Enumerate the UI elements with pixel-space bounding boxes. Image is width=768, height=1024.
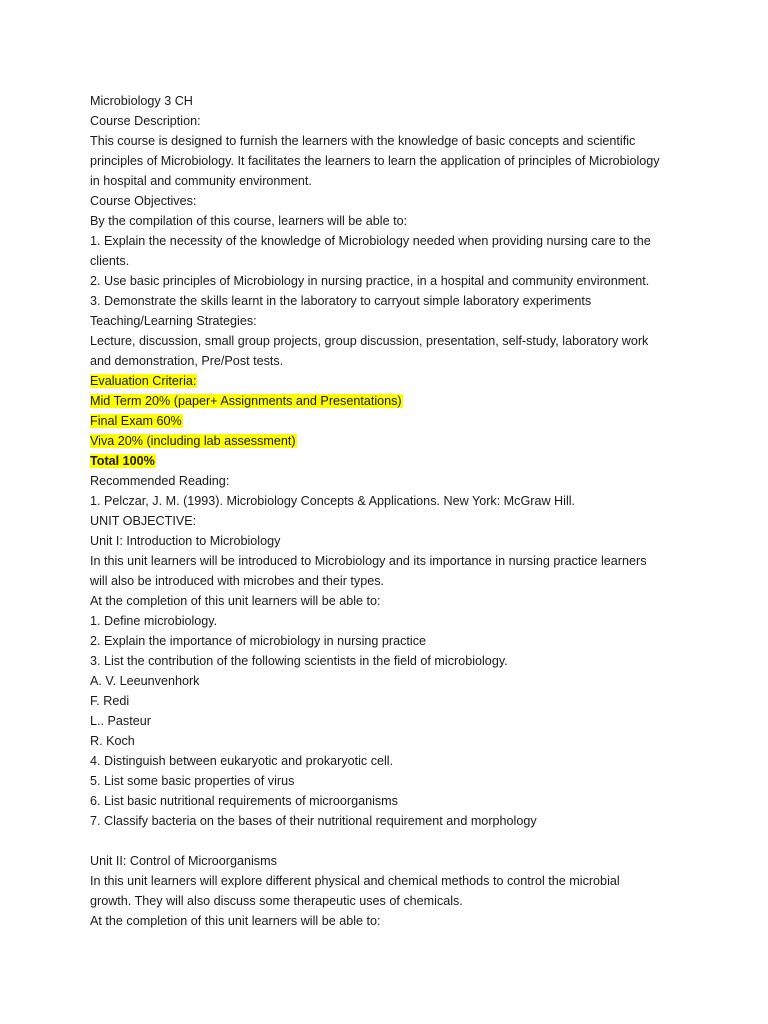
line-text: 2. Use basic principles of Microbiology in nursing practice, in a hospital and community environment. bbox=[90, 274, 650, 288]
line-text: Course Objectives: bbox=[90, 194, 197, 208]
document-line bbox=[90, 431, 690, 451]
line-text: This course is designed to furnish the learners with the knowledge of basic concepts and scientific bbox=[90, 134, 636, 148]
document-line bbox=[90, 571, 690, 591]
document-line bbox=[90, 331, 690, 351]
document-line bbox=[90, 711, 690, 731]
document-line bbox=[90, 351, 690, 371]
line-text: In this unit learners will be introduced to Microbiology and its importance in nursing practice learners bbox=[90, 554, 647, 568]
line-text: will also be introduced with microbes and their types. bbox=[90, 574, 384, 588]
highlighted-text: Evaluation Criteria: bbox=[90, 374, 197, 388]
document-line bbox=[90, 151, 690, 171]
document-line bbox=[90, 131, 690, 151]
line-text: Recommended Reading: bbox=[90, 474, 230, 488]
document-line bbox=[90, 91, 690, 111]
line-text: A. V. Leeunvenhork bbox=[90, 674, 200, 688]
document-line bbox=[90, 531, 690, 551]
line-text: Course Description: bbox=[90, 114, 201, 128]
line-text: Microbiology 3 CH bbox=[90, 94, 193, 108]
document-line bbox=[90, 471, 690, 491]
document-line bbox=[90, 631, 690, 651]
line-text: UNIT OBJECTIVE: bbox=[90, 514, 197, 528]
line-text: 5. List some basic properties of virus bbox=[90, 774, 295, 788]
document-line bbox=[90, 111, 690, 131]
line-text: 3. List the contribution of the following scientists in the field of microbiology. bbox=[90, 654, 508, 668]
line-text: 2. Explain the importance of microbiology in nursing practice bbox=[90, 634, 427, 648]
highlighted-text: Final Exam 60% bbox=[90, 414, 182, 428]
document-line bbox=[90, 611, 690, 631]
line-text: and demonstration, Pre/Post tests. bbox=[90, 354, 284, 368]
document-line bbox=[90, 671, 690, 691]
document-line bbox=[90, 171, 690, 191]
document-line bbox=[90, 871, 690, 891]
line-text: Lecture, discussion, small group projects, group discussion, presentation, self-study, laboratory work bbox=[90, 334, 649, 348]
document-line bbox=[90, 891, 690, 911]
line-text: 1. Pelczar, J. M. (1993). Microbiology Concepts & Applications. New York: McGraw Hill. bbox=[90, 494, 576, 508]
document-line bbox=[90, 391, 690, 411]
document-line bbox=[90, 371, 690, 391]
line-text: 7. Classify bacteria on the bases of their nutritional requirement and morphology bbox=[90, 814, 537, 828]
highlighted-text: Mid Term 20% (paper+ Assignments and Presentations) bbox=[90, 394, 402, 408]
document-line bbox=[90, 311, 690, 331]
line-text: R. Koch bbox=[90, 734, 135, 748]
line-text: 4. Distinguish between eukaryotic and prokaryotic cell. bbox=[90, 754, 394, 768]
document-line bbox=[90, 771, 690, 791]
line-text: At the completion of this unit learners will be able to: bbox=[90, 914, 381, 928]
document-line bbox=[90, 791, 690, 811]
document-line bbox=[90, 451, 690, 471]
line-text: 3. Demonstrate the skills learnt in the laboratory to carryout simple laboratory experiments bbox=[90, 294, 592, 308]
line-text: 1. Explain the necessity of the knowledge of Microbiology needed when providing nursing care to the bbox=[90, 234, 651, 248]
document-line bbox=[90, 731, 690, 751]
line-text: Teaching/Learning Strategies: bbox=[90, 314, 257, 328]
line-text: Unit II: Control of Microorganisms bbox=[90, 854, 277, 868]
document-line bbox=[90, 491, 690, 511]
document-line bbox=[90, 551, 690, 571]
line-text: growth. They will also discuss some therapeutic uses of chemicals. bbox=[90, 894, 463, 908]
line-text: At the completion of this unit learners will be able to: bbox=[90, 594, 381, 608]
line-text: In this unit learners will explore different physical and chemical methods to control the microbial bbox=[90, 874, 620, 888]
line-text: F. Redi bbox=[90, 694, 130, 708]
document-line bbox=[90, 191, 690, 211]
document-line bbox=[90, 691, 690, 711]
document-line bbox=[90, 411, 690, 431]
document-line bbox=[90, 211, 690, 231]
line-text: 1. Define microbiology. bbox=[90, 614, 218, 628]
document-line bbox=[90, 851, 690, 871]
line-text: 6. List basic nutritional requirements of microorganisms bbox=[90, 794, 398, 808]
line-text: Unit I: Introduction to Microbiology bbox=[90, 534, 281, 548]
document-line bbox=[90, 811, 690, 831]
document-line bbox=[90, 751, 690, 771]
line-text: principles of Microbiology. It facilitates the learners to learn the application of principles of Microbiology bbox=[90, 154, 660, 168]
document-line bbox=[90, 271, 690, 291]
line-text: By the compilation of this course, learners will be able to: bbox=[90, 214, 408, 228]
highlighted-text: Total 100% bbox=[90, 454, 155, 468]
document-line bbox=[90, 591, 690, 611]
document-line bbox=[90, 911, 690, 931]
document-line bbox=[90, 291, 690, 311]
document-line bbox=[90, 651, 690, 671]
line-text: L.. Pasteur bbox=[90, 714, 151, 728]
document-page bbox=[90, 91, 690, 931]
document-line bbox=[90, 511, 690, 531]
document-line bbox=[90, 831, 690, 851]
highlighted-text: Viva 20% (including lab assessment) bbox=[90, 434, 296, 448]
document-line bbox=[90, 231, 690, 251]
document-line bbox=[90, 251, 690, 271]
line-text: clients. bbox=[90, 254, 130, 268]
line-text: in hospital and community environment. bbox=[90, 174, 312, 188]
